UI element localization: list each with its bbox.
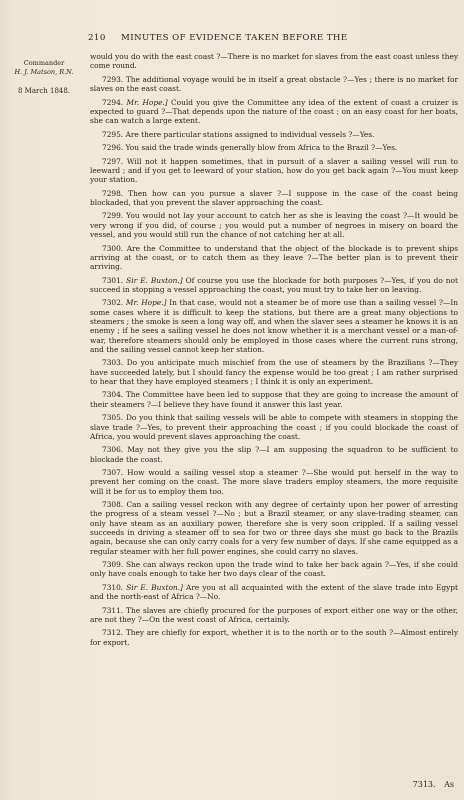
question-number: 7301.: [102, 275, 124, 285]
evidence-paragraph: [90, 413, 458, 441]
page-number: 210: [88, 33, 106, 43]
question-number: 7309.: [102, 560, 124, 570]
evidence-paragraph: [90, 628, 458, 647]
evidence-paragraph: [90, 358, 458, 386]
evidence-paragraph: [90, 560, 458, 579]
paragraph-text: Are you at all acquainted with the extent of the slave trade into Egypt and the north-east of Africa ?—No.: [90, 582, 458, 602]
evidence-paragraph: [90, 52, 458, 71]
question-number: 7310.: [102, 582, 124, 592]
evidence-paragraph: [90, 390, 458, 409]
paragraph-text: They are chiefly for export, whether it is to the north or to the south ?—Almost entirely for export.: [90, 628, 458, 647]
paragraph-text: would you do with the east coast ?—There is no market for slaves from the east coast unless they come round.: [90, 52, 458, 71]
question-number: 7307.: [102, 468, 124, 478]
question-number: 7297.: [102, 156, 124, 166]
evidence-paragraph: [90, 157, 458, 185]
question-number: 7308.: [102, 500, 124, 510]
paragraph-text: Can a sailing vessel reckon with any degree of certainty upon her power of arresting the progress of a steam vessel ?—No ; but a Brazil steamer, or any slave-trading steamer, can only have steam as an auxiliary power, therefore she is very soon crippled. If a sailing vessel succeeds in driving a steamer off to sea for two or three days she must go back to the Brazils again, because she can only carry coals for a very few number of days. If she came equipped as a regular steamer with her full power engines, she could carry no slaves.: [90, 500, 459, 556]
question-number: 7296.: [102, 143, 124, 153]
evidence-paragraph: [90, 583, 458, 602]
paragraph-text: Will not it happen sometimes, that in pursuit of a slaver a sailing vessel will run to leeward ; and if you get to leeward of your station, how do you get back again ?—You must keep your station.: [90, 156, 458, 185]
question-number: 7300.: [102, 243, 124, 253]
evidence-paragraph: [90, 298, 458, 354]
catchword-word: As: [444, 780, 454, 789]
paragraph-text: Do you think that sailing vessels will be able to compete with steamers in stopping the slave trade ?—Yes, to prevent their approaching the coast ; if you could blockade the coast of Africa, you would prevent slaves approaching the coast.: [90, 413, 458, 441]
evidence-paragraph: [90, 244, 458, 272]
question-number: 7293.: [102, 74, 124, 84]
question-number: 7306.: [102, 445, 124, 455]
paragraph-text: Of course you use the blockade for both purposes ?—Yes, if you do not succeed in stopping a vessel approaching the coast, you must try to take her on leaving.: [90, 275, 458, 294]
evidence-paragraph: [90, 98, 458, 126]
evidence-paragraph: [90, 468, 458, 496]
paragraph-text: You said the trade winds generally blow from Africa to the Brazil ?—Yes.: [125, 143, 398, 153]
catchword-number: 7313.: [412, 780, 436, 789]
paragraph-text: Could you give the Committee any idea of the extent of coast a cruizer is expected to guard ?—That depends upon the nature of the coast ; on an easy coast for her boats, she can watch a large extent.: [90, 97, 459, 126]
paragraph-text: Then how can you pursue a slaver ?—I suppose in the case of the coast being blockaded, that you prevent the slaver approaching the coast.: [90, 188, 458, 207]
paragraph-text: You would not lay your account to catch her as she is leaving the coast ?—It would be very wrong if you did, of course ; you would put a number of negroes in misery on board the vessel, and you would still run the chance of not catching her at all.: [90, 211, 458, 240]
evidence-paragraph: [90, 276, 458, 295]
paragraph-text: Do you anticipate much mischief from the use of steamers by the Brazilians ?—They have succeeded lately, but I should fancy the expense would be too great ; I am rather surprised to hear that they have employed steamers ; I think it is only an experiment.: [90, 358, 458, 386]
question-number: 7304.: [102, 390, 124, 400]
evidence-paragraph: [90, 189, 458, 208]
paragraph-text: Are there particular stations assigned to individual vessels ?—Yes.: [125, 129, 375, 139]
witness-name: H. J. Matson, R.N.: [14, 68, 74, 76]
paragraph-text: How would a sailing vessel stop a steamer ?—She would put herself in the way to prevent her coming on the coast. The more slave traders employ steamers, the more requisite will it be for us to employ them too.: [90, 468, 458, 496]
question-number: 7303.: [102, 358, 124, 368]
running-title: MINUTES OF EVIDENCE TAKEN BEFORE THE: [120, 33, 348, 43]
paragraph-text: She can always reckon upon the trade wind to take her back again ?—Yes, if she could only have coals enough to take her two days clear of the coast.: [90, 560, 458, 579]
speaker-name: Sir E. Buxton.]: [126, 582, 183, 592]
paragraph-text: The additional voyage would be in itself a great obstacle ?—Yes ; there is no market for slaves on the east coast.: [90, 74, 458, 94]
evidence-paragraph: [90, 445, 458, 464]
paragraph-text: The Committee have been led to suppose that they are going to increase the amount of their steamers ?—I believe they have found it answer this last year.: [90, 390, 458, 409]
question-number: 7312.: [102, 628, 124, 638]
question-number: 7302.: [102, 298, 124, 308]
evidence-paragraph: [90, 500, 458, 556]
question-number: 7311.: [102, 605, 124, 615]
question-number: 7305.: [102, 413, 124, 423]
speaker-name: Mr. Hope.]: [126, 97, 168, 107]
paragraph-text: The slaves are chiefly procured for the purposes of export either one way or the other, are not they ?—On the west coast of Africa, certainly.: [90, 605, 458, 624]
evidence-body: [90, 52, 458, 651]
witness-role: Commander: [23, 59, 65, 67]
paragraph-text: Are the Committee to understand that the object of the blockade is to prevent ships arriving at the coast, or to catch them as they leave ?—The better plan is to prevent their arriving.: [90, 243, 458, 272]
speaker-name: Mr. Hope.]: [125, 298, 167, 308]
question-number: 7294.: [102, 97, 124, 107]
evidence-paragraph: [90, 75, 458, 94]
question-number: 7298.: [102, 188, 124, 198]
paragraph-text: In that case, would not a steamer be of more use than a sailing vessel ?—In some cases where it is difficult to keep the stations, but there are a great many objections to steamers ; the smoke is seen a long way off, and when the slaver sees a steamer he knows it is an enemy ; if he sees a sailing vessel he does not know whether it is a merchant vessel or a man-of-war, therefore steamers should only be employed in those cases where the current runs strong, and the sailing vessel cannot keep her station.: [90, 298, 458, 354]
evidence-paragraph: [90, 130, 458, 139]
question-number: 7295.: [102, 129, 124, 139]
evidence-paragraph: [90, 211, 458, 239]
margin-date: 8 March 1848.: [17, 87, 71, 95]
paragraph-text: May not they give you the slip ?—I am supposing the squadron to be sufficient to blockade the coast.: [90, 445, 458, 464]
speaker-name: Sir E. Buxton.]: [126, 275, 183, 285]
running-header: [88, 33, 456, 43]
evidence-paragraph: [90, 143, 458, 152]
evidence-paragraph: [90, 606, 458, 625]
witness-note: [6, 59, 82, 77]
question-number: 7299.: [102, 211, 124, 221]
catchword: [413, 780, 454, 789]
